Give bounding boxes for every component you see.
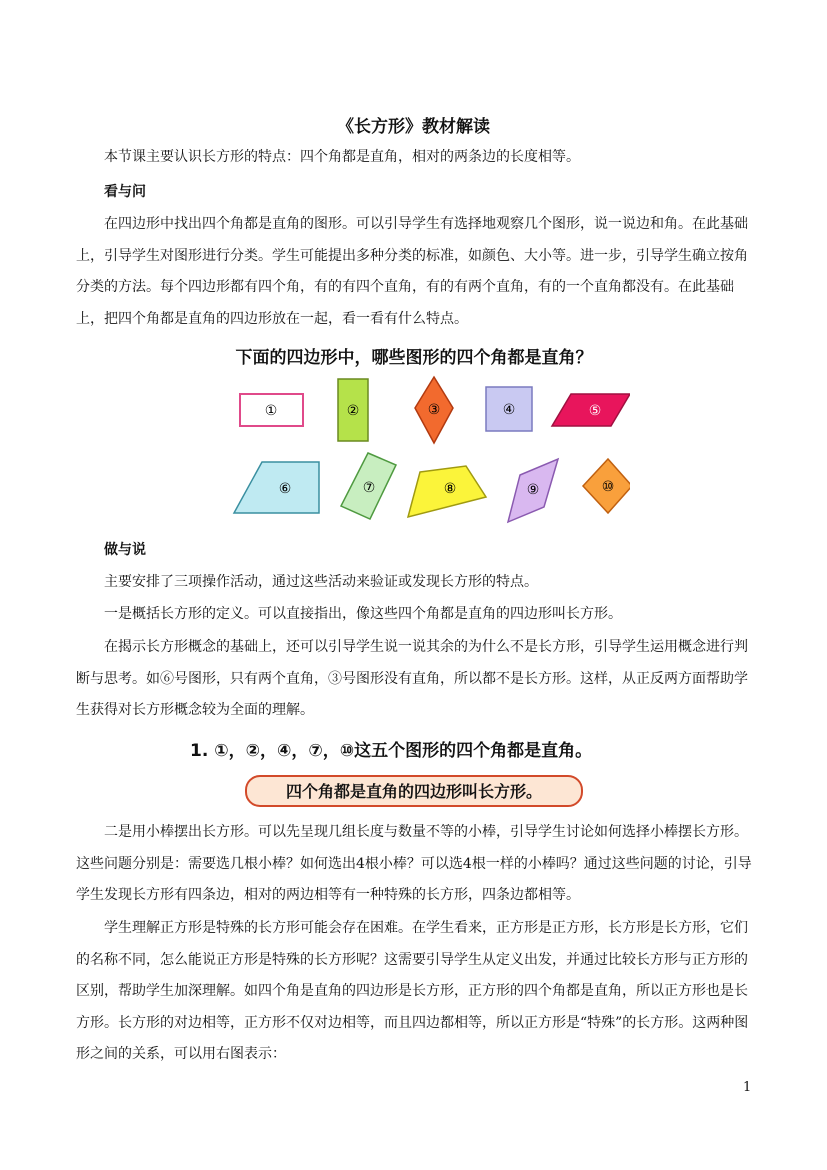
shape-4-label: ④ [502, 402, 516, 418]
paragraph-sticks: 二是用小棒摆出长方形。可以先呈现几组长度与数量不等的小棒，引导学生讨论如何选择小棒摆长方形。这些问题分别是：需要选几根小棒？如何选出4根小棒？可以选4根一样的小棒吗？通过这些问题的讨论，引导学生发现长方形有四条边，相对的两边相等有一种特殊的长方形，四条边都相等。 [76, 824, 752, 903]
paragraph-square: 学生理解正方形是特殊的长方形可能会存在困难。在学生看来，正方形是正方形，长方形是长方形，它们的名称不同，怎么能说正方形是特殊的长方形呢？这需要引导学生从定义出发，并通过比较长方形与正方形的区别，帮助学生加深理解。如四个角是直角的四边形是长方形，正方形的四个角都是直角，所以正方形也是长方形。长方形的对边相等，正方形不仅对边相等，而且四边都相等，所以正方形是“特殊”的长方形。这两种图形之间的关系，可以用右图表示： [76, 920, 749, 1062]
definition-text: 四个角都是直角的四边形叫长方形。 [285, 782, 543, 801]
conclusion-figure [182, 734, 642, 812]
conclusion-line: 1. ①，②，④，⑦，⑩这五个图形的四个角都是直角。 [190, 741, 593, 761]
page-number: 1 [743, 1080, 752, 1095]
paragraph-do-say-3: 在揭示长方形概念的基础上，还可以引导学生说一说其余的为什么不是长方形，引导学生运用概念进行判断与思考。如⑥号图形，只有两个直角，③号图形没有直角，所以都不是长方形。这样，从正反两方面帮助学生获得对长方形概念较为全面的理解。 [76, 639, 748, 718]
quadrilateral-svg [198, 341, 630, 531]
shape-2-label: ② [346, 403, 360, 419]
shape-5 [552, 394, 630, 426]
shape-9 [508, 459, 558, 522]
shape-7 [341, 453, 396, 519]
shape-5-label: ⑤ [588, 403, 602, 419]
paragraph-do-say-2: 一是概括长方形的定义。可以直接指出，像这些四个角都是直角的四边形叫长方形。 [104, 606, 622, 622]
shape-6-trapezoid [234, 462, 319, 513]
shape-1 [240, 394, 303, 426]
shape-3-label: ③ [427, 402, 441, 418]
shape-7-label: ⑦ [362, 480, 376, 496]
figure-question: 下面的四边形中，哪些图形的四个角都是直角？ [235, 348, 593, 368]
shape-8 [408, 466, 486, 517]
paragraph-do-say-1: 主要安排了三项操作活动，通过这些活动来验证或发现长方形的特点。 [104, 574, 538, 590]
shape-6 [234, 462, 319, 513]
shape-6-label: ⑥ [278, 481, 292, 497]
shape-10-label: ⑩ [601, 479, 615, 495]
section-heading-do-say: 做与说 [104, 542, 146, 558]
shape-10 [583, 459, 630, 513]
quadrilateral-figure [198, 341, 630, 531]
shape-3 [415, 377, 453, 443]
shape-4 [486, 387, 532, 431]
section-heading-look-ask: 看与问 [104, 184, 146, 200]
intro-paragraph: 本节课主要认识长方形的特点：四个角都是直角，相对的两条边的长度相等。 [104, 149, 580, 165]
conclusion-svg [182, 734, 642, 812]
shape-1-label: ① [264, 403, 278, 419]
shape-9-label: ⑨ [526, 482, 540, 498]
shape-2 [338, 379, 368, 441]
shape-8-label: ⑧ [443, 481, 457, 497]
paragraph-look-ask: 在四边形中找出四个角都是直角的图形。可以引导学生有选择地观察几个图形，说一说边和角。在此基础上，引导学生对图形进行分类。学生可能提出多种分类的标准，如颜色、大小等。进一步，引导学生确立按角分类的方法。每个四边形都有四个角，有的有四个直角，有的有两个直角，有的一个直角都没有。在此基础上，把四个角都是直角的四边形放在一起，看一看有什么特点。 [76, 216, 748, 327]
document-title: 《长方形》教材解读 [337, 117, 490, 137]
